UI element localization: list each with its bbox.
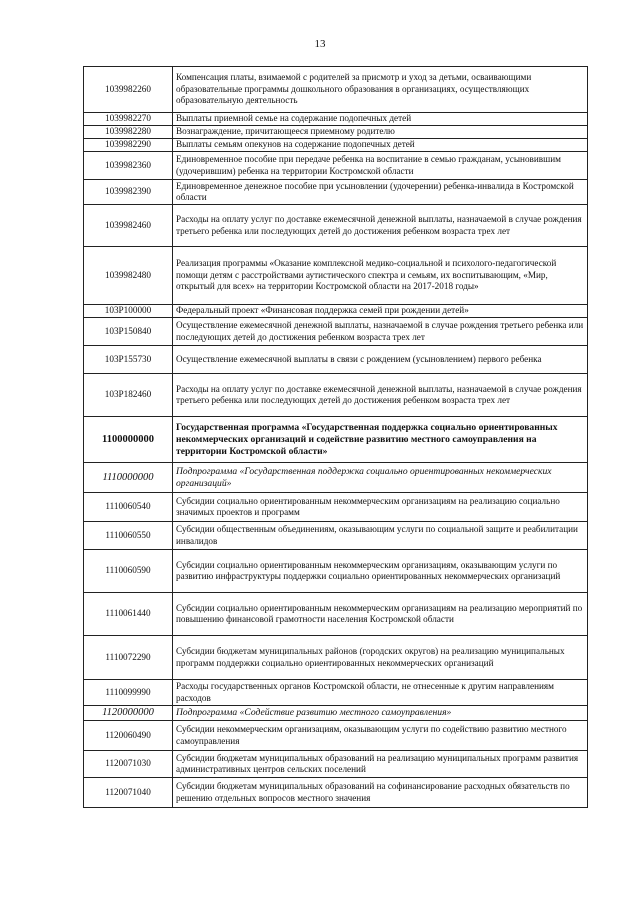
table-row <box>84 180 588 205</box>
table-row <box>84 152 588 180</box>
row-code: 1039982270 <box>84 113 173 126</box>
table-row <box>84 680 588 706</box>
budget-classification-table <box>83 66 588 808</box>
row-description: Осуществление ежемесячной выплаты в связи с рождением (усыновлением) первого ребенка <box>173 346 588 374</box>
row-description: Субсидии социально ориентированным некоммерческим организациям на реализацию социально значимых проектов и программ <box>173 493 588 522</box>
row-description: Субсидии бюджетам муниципальных районов (городских округов) на реализацию муниципальных программ поддержки социально ориентированных некоммерческих организаций <box>173 636 588 680</box>
row-code: 1039982480 <box>84 247 173 305</box>
row-description: Субсидии бюджетам муниципальных образований на софинансирование расходных обязательств по решению отдельных вопросов местного значения <box>173 778 588 808</box>
table-row <box>84 305 588 318</box>
row-code: 1039982280 <box>84 126 173 139</box>
row-code: 1100000000 <box>84 417 173 463</box>
row-code: 1039982290 <box>84 139 173 152</box>
row-description: Выплаты семьям опекунов на содержание подопечных детей <box>173 139 588 152</box>
table-row <box>84 751 588 778</box>
table-row <box>84 593 588 636</box>
row-description: Осуществление ежемесячной денежной выплаты, назначаемой в случае рождения третьего ребенка или последующих детей до достижения ребенком возраста трех лет <box>173 318 588 346</box>
table-row <box>84 522 588 550</box>
table-row <box>84 205 588 247</box>
row-code: 1120000000 <box>84 706 173 721</box>
row-description: Расходы государственных органов Костромской области, не отнесенные к другим направлениям расходов <box>173 680 588 706</box>
table-row <box>84 550 588 593</box>
row-description: Субсидии некоммерческим организациям, оказывающим услуги по содействию развитию местного самоуправления <box>173 721 588 751</box>
row-code: 1039982390 <box>84 180 173 205</box>
row-description: Расходы на оплату услуг по доставке ежемесячной денежной выплаты, назначаемой в случае рождения третьего ребенка или последующих детей до достижения ребенком возраста трех лет <box>173 205 588 247</box>
table-row <box>84 113 588 126</box>
row-code: 1110061440 <box>84 593 173 636</box>
row-code: 103P155730 <box>84 346 173 374</box>
row-description: Подпрограмма «Содействие развитию местного самоуправления» <box>173 706 588 721</box>
row-code: 1110060540 <box>84 493 173 522</box>
table-row <box>84 318 588 346</box>
row-code: 1120060490 <box>84 721 173 751</box>
row-code: 1110060550 <box>84 522 173 550</box>
table-row <box>84 778 588 808</box>
table-row <box>84 126 588 139</box>
row-code: 103P150840 <box>84 318 173 346</box>
row-code: 1039982460 <box>84 205 173 247</box>
row-code: 1039982260 <box>84 67 173 113</box>
table-row <box>84 139 588 152</box>
row-description: Реализация программы «Оказание комплексной медико-социальной и психолого-педагогической помощи детям с расстройствами аутистического спектра и семьям, их воспитывающим, «Мир, открытый для всех» на территории Костромской области на 2017-2018 годы» <box>173 247 588 305</box>
row-description: Подпрограмма «Государственная поддержка социально ориентированных некоммерческих организаций» <box>173 463 588 493</box>
row-code: 1120071040 <box>84 778 173 808</box>
table-row <box>84 463 588 493</box>
row-code: 1110060590 <box>84 550 173 593</box>
row-code: 103P100000 <box>84 305 173 318</box>
row-description: Федеральный проект «Финансовая поддержка семей при рождении детей» <box>173 305 588 318</box>
row-description: Субсидии социально ориентированным некоммерческим организациям на реализацию мероприятий по повышению финансовой грамотности населения Костромской области <box>173 593 588 636</box>
table-row <box>84 721 588 751</box>
row-code: 1039982360 <box>84 152 173 180</box>
row-description: Компенсация платы, взимаемой с родителей за присмотр и уход за детьми, осваивающими образовательные программы дошкольного образования в организациях, осуществляющих образовательную деятельность <box>173 67 588 113</box>
row-description: Выплаты приемной семье на содержание подопечных детей <box>173 113 588 126</box>
row-description: Субсидии бюджетам муниципальных образований на реализацию муниципальных программ развития административных центров сельских поселений <box>173 751 588 778</box>
table-row <box>84 636 588 680</box>
table-row <box>84 706 588 721</box>
row-code: 103P182460 <box>84 374 173 417</box>
row-description: Субсидии социально ориентированным некоммерческим организациям, оказывающим услуги по развитию инфраструктуры поддержки социально ориентированных некоммерческих организаций <box>173 550 588 593</box>
row-description: Единовременное пособие при передаче ребенка на воспитание в семью гражданам, усыновившим (удочерившим) ребенка на территории Костромской области <box>173 152 588 180</box>
row-description: Вознаграждение, причитающееся приемному родителю <box>173 126 588 139</box>
table-row <box>84 417 588 463</box>
row-description: Государственная программа «Государственная поддержка социально ориентированных некоммерческих организаций и содействие развитию местного самоуправления на территории Костромской области» <box>173 417 588 463</box>
row-description: Субсидии общественным объединениям, оказывающим услуги по социальной защите и реабилитации инвалидов <box>173 522 588 550</box>
row-code: 1110000000 <box>84 463 173 493</box>
row-description: Расходы на оплату услуг по доставке ежемесячной денежной выплаты, назначаемой в случае рождения третьего ребенка или последующих детей до достижения ребенком возраста трех лет <box>173 374 588 417</box>
table-row <box>84 346 588 374</box>
row-code: 1120071030 <box>84 751 173 778</box>
table-row <box>84 247 588 305</box>
row-code: 1110099990 <box>84 680 173 706</box>
page-number: 13 <box>314 38 326 50</box>
row-code: 1110072290 <box>84 636 173 680</box>
table-row <box>84 493 588 522</box>
table-row <box>84 374 588 417</box>
row-description: Единовременное денежное пособие при усыновлении (удочерении) ребенка-инвалида в Костромской области <box>173 180 588 205</box>
table-row <box>84 67 588 113</box>
